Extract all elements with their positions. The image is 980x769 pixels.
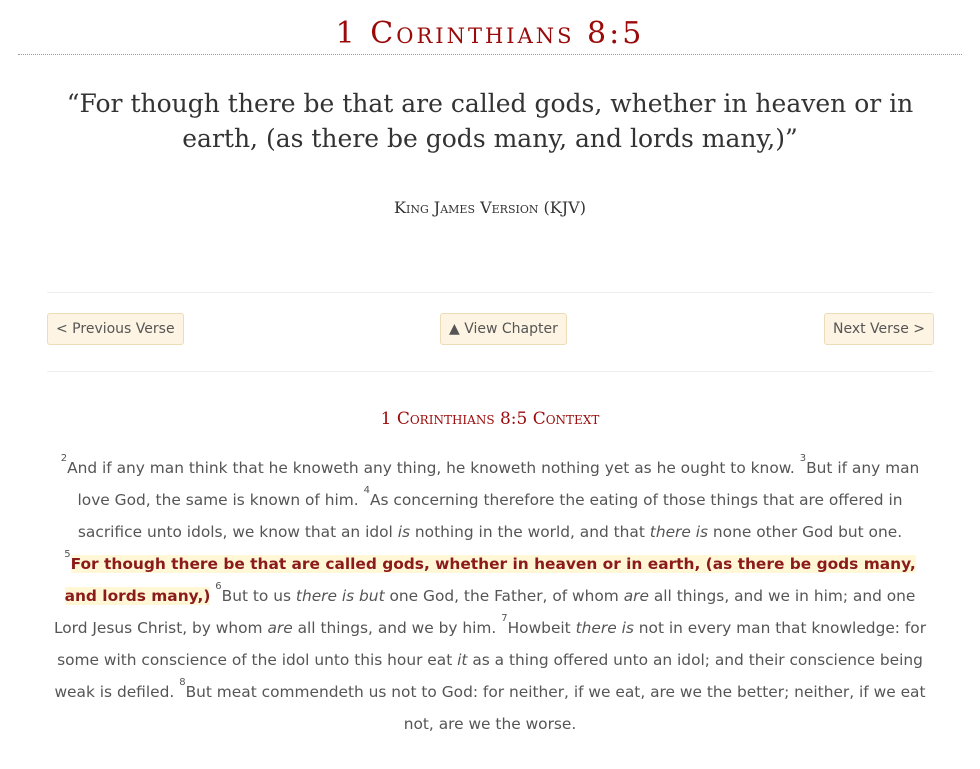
verse-text: And if any man think that he knoweth any thing, he knoweth nothing yet as he ought to know. bbox=[67, 459, 800, 477]
italic-word: there is bbox=[575, 619, 634, 637]
title-divider bbox=[18, 54, 962, 55]
verse-text: one God, the Father, of whom bbox=[384, 587, 624, 605]
verse-text: all things, and we by him. bbox=[292, 619, 502, 637]
italic-word: are bbox=[623, 587, 649, 605]
page-header bbox=[0, 0, 980, 57]
verse-text: as a thing offered unto an idol; and their conscience being weak is defiled. bbox=[54, 651, 923, 701]
version-label[interactable]: King James Version (KJV) bbox=[394, 198, 586, 217]
divider-bottom bbox=[47, 371, 933, 372]
view-chapter-button[interactable]: ▲ View Chapter bbox=[440, 313, 567, 345]
verse-text: nothing in the world, and that bbox=[410, 523, 650, 541]
verse-number: 5 bbox=[64, 549, 71, 560]
verse-text: As concerning therefore the eating of those things that are offered in sacrifice unto idols, we know that an idol bbox=[77, 491, 903, 541]
verse-text: But to us bbox=[221, 587, 296, 605]
verse-number: 6 bbox=[215, 581, 222, 592]
italic-word: there is bbox=[649, 523, 709, 541]
italic-word: are bbox=[267, 619, 293, 637]
divider-top bbox=[47, 292, 933, 293]
verse-text: But meat commendeth us not to God: for neither, if we eat, are we the better; neither, if we eat not, are we the worse. bbox=[185, 683, 926, 733]
context-title: 1 Corinthians 8:5 Context bbox=[380, 409, 600, 429]
next-verse-button[interactable]: Next Verse > bbox=[824, 313, 934, 345]
verse-number: 7 bbox=[501, 613, 508, 624]
italic-word: is bbox=[397, 523, 410, 541]
verse-number: 4 bbox=[363, 485, 370, 496]
verse-text: Howbeit bbox=[507, 619, 576, 637]
verse-text: But if any man love God, the same is known of him. bbox=[77, 459, 920, 509]
context-passage bbox=[47, 452, 933, 740]
verse-number: 2 bbox=[60, 453, 68, 464]
previous-verse-button[interactable]: < Previous Verse bbox=[47, 313, 184, 345]
verse-quote: “For though there be that are called gods, whether in heaven or in earth, (as there be gods many, and lords many,)” bbox=[66, 89, 914, 153]
highlighted-verse: For though there be that are called gods, whether in heaven or in earth, (as there be gods many, and lords many,) bbox=[64, 555, 916, 605]
italic-word: it bbox=[457, 651, 468, 669]
verse-number: 3 bbox=[799, 453, 807, 464]
verse-number: 8 bbox=[179, 677, 186, 688]
verse-text: none other God but one. bbox=[708, 523, 903, 541]
italic-word: there is but bbox=[295, 587, 385, 605]
verse-text: not in every man that knowledge: for some with conscience of the idol unto this hour eat bbox=[57, 619, 927, 669]
page-title: 1 Corinthians 8:5 bbox=[335, 16, 645, 51]
verse-text: all things, and we in him; and one Lord Jesus Christ, by whom bbox=[53, 587, 916, 637]
